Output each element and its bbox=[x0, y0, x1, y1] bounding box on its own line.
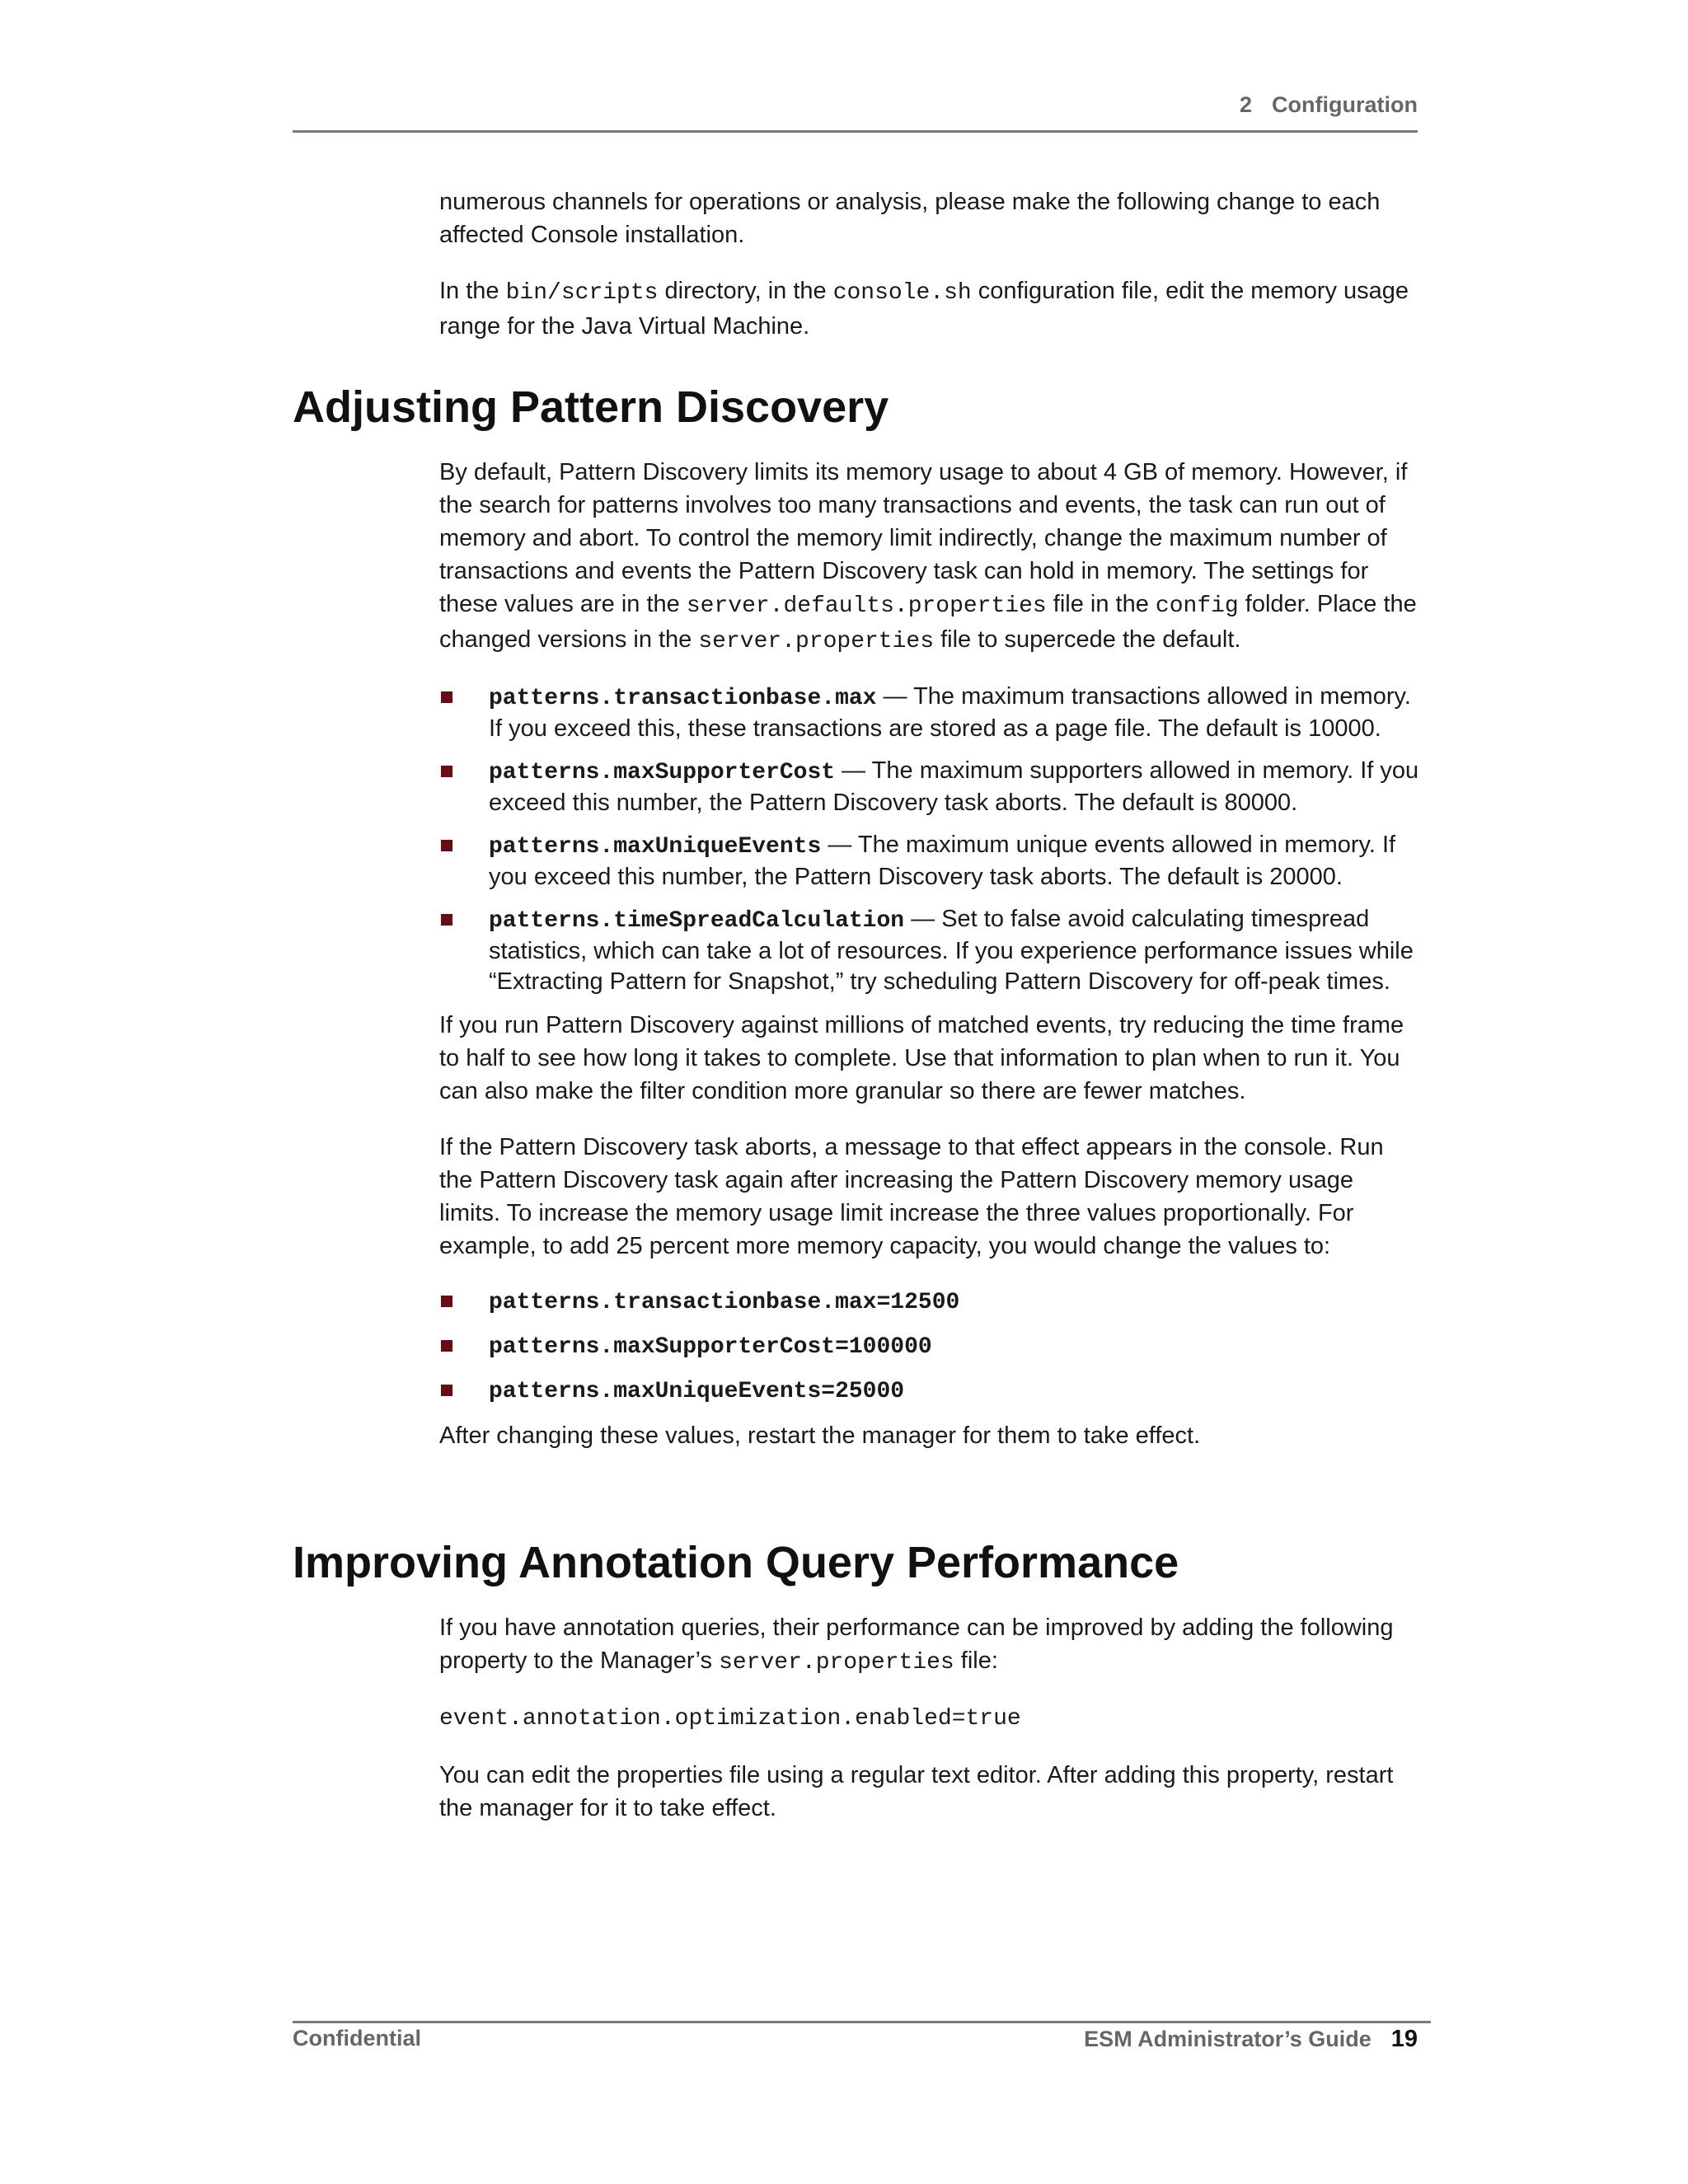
bullet-square-icon bbox=[441, 766, 452, 777]
inline-code: server.defaults.properties bbox=[686, 593, 1047, 619]
list-item bbox=[439, 1375, 1420, 1407]
paragraph: After changing these values, restart the manager for them to take effect. bbox=[439, 1422, 1201, 1449]
setting-description: — Set to false avoid calculating timespread statistics, which can take a lot of resources. If you experience performance issues while “Extracting Pattern for Snapshot,” try scheduling Pattern Discovery for off-peak times. bbox=[489, 906, 1414, 995]
list-item bbox=[439, 830, 1420, 893]
inline-code: server.properties bbox=[719, 1650, 954, 1675]
new-values-list bbox=[439, 1286, 1420, 1407]
header-text bbox=[1240, 92, 1418, 118]
text-run: file to supercede the default. bbox=[934, 626, 1241, 653]
chapter-title: Configuration bbox=[1272, 92, 1418, 117]
setting-value: patterns.transactionbase.max=12500 bbox=[489, 1290, 960, 1315]
intro-paragraph-1: numerous channels for operations or analysis, please make the following change to each affected Console installation. bbox=[439, 189, 1381, 248]
paragraph: You can edit the properties file using a regular text editor. After adding this property, restart the manager for it to take effect. bbox=[439, 1762, 1394, 1821]
settings-list bbox=[439, 682, 1420, 997]
footer-guide bbox=[1084, 2026, 1418, 2053]
inline-code: server.properties bbox=[698, 629, 935, 654]
bullet-square-icon bbox=[441, 1296, 452, 1307]
setting-value: patterns.maxUniqueEvents=25000 bbox=[489, 1379, 905, 1404]
text-run: If you have annotation queries, their performance can be improved by adding the following property to the Manager’s bbox=[439, 1615, 1394, 1674]
paragraph: If the Pattern Discovery task aborts, a message to that effect appears in the console. Run the Pattern Discovery task again after increasing the Pattern Discovery memory usage limits. To increase the memory usage limit increase the three values proportionally. For example, to add 25 percent more memory capacity, you would change the values to: bbox=[439, 1134, 1384, 1259]
inline-code: console.sh bbox=[832, 280, 972, 306]
setting-description: — The maximum transactions allowed in memory. If you exceed this, these transactions are stored as a page file. The default is 10000. bbox=[489, 683, 1411, 742]
text-run: By default, Pattern Discovery limits its memory usage to about 4 GB of memory. However, if the search for patterns involves too many transactions and events, the task can run out of memory and abort. To control the memory limit indirectly, change the maximum number of transactions and events the Pattern Discovery task can hold in memory. The settings for these values are in the bbox=[439, 459, 1408, 617]
footer-confidential: Confidential bbox=[293, 2026, 421, 2050]
text-run: configuration file, edit the memory usage range for the Java Virtual Machine. bbox=[439, 278, 1409, 340]
text-run: directory, in the bbox=[658, 278, 833, 304]
page-number: 19 bbox=[1390, 2026, 1418, 2052]
paragraph bbox=[439, 456, 1420, 658]
bullet-square-icon bbox=[441, 691, 452, 703]
section-heading-pattern-discovery: Adjusting Pattern Discovery bbox=[293, 382, 889, 432]
bullet-square-icon bbox=[441, 1385, 452, 1396]
footer-rule bbox=[293, 2021, 1431, 2023]
text-run: file: bbox=[954, 1647, 998, 1674]
list-item bbox=[439, 1330, 1420, 1362]
setting-description: — The maximum unique events allowed in memory. If you exceed this number, the Pattern Discovery task aborts. The default is 20000. bbox=[489, 832, 1396, 890]
setting-name: patterns.transactionbase.max bbox=[489, 686, 877, 711]
text-run: file in the bbox=[1046, 591, 1156, 617]
section-pattern-discovery bbox=[439, 456, 1420, 1475]
setting-description: — The maximum supporters allowed in memory. If you exceed this number, the Pattern Discovery task aborts. The default is 80000. bbox=[489, 757, 1419, 816]
list-item bbox=[439, 1286, 1420, 1318]
list-item bbox=[439, 682, 1420, 744]
intro-paragraph-2 bbox=[439, 274, 1420, 343]
section-annotation-query bbox=[439, 1611, 1420, 1848]
setting-name: patterns.maxSupporterCost bbox=[489, 760, 836, 785]
inline-code: config bbox=[1155, 593, 1239, 619]
setting-name: patterns.maxUniqueEvents bbox=[489, 834, 822, 860]
bullet-square-icon bbox=[441, 840, 452, 851]
setting-value: patterns.maxSupporterCost=100000 bbox=[489, 1334, 932, 1360]
inline-code: bin/scripts bbox=[505, 280, 659, 306]
text-run: In the bbox=[439, 278, 506, 304]
bullet-square-icon bbox=[441, 1340, 452, 1352]
paragraph: If you run Pattern Discovery against millions of matched events, try reducing the time frame to half to see how long it takes to complete. Use that information to plan when to run it. You can also make the filter condition more granular so there are fewer matches. bbox=[439, 1012, 1404, 1104]
code-line: event.annotation.optimization.enabled=true bbox=[439, 1706, 1021, 1732]
section-heading-annotation-query: Improving Annotation Query Performance bbox=[293, 1538, 1179, 1587]
text-run: folder. Place the changed versions in the bbox=[439, 591, 1417, 653]
intro-block bbox=[439, 185, 1420, 366]
list-item bbox=[439, 756, 1420, 818]
setting-name: patterns.timeSpreadCalculation bbox=[489, 908, 905, 934]
paragraph bbox=[439, 1611, 1420, 1680]
bullet-square-icon bbox=[441, 914, 452, 926]
chapter-number: 2 bbox=[1240, 92, 1253, 117]
guide-title: ESM Administrator’s Guide bbox=[1084, 2027, 1372, 2051]
running-header bbox=[293, 89, 1418, 133]
list-item bbox=[439, 904, 1420, 997]
